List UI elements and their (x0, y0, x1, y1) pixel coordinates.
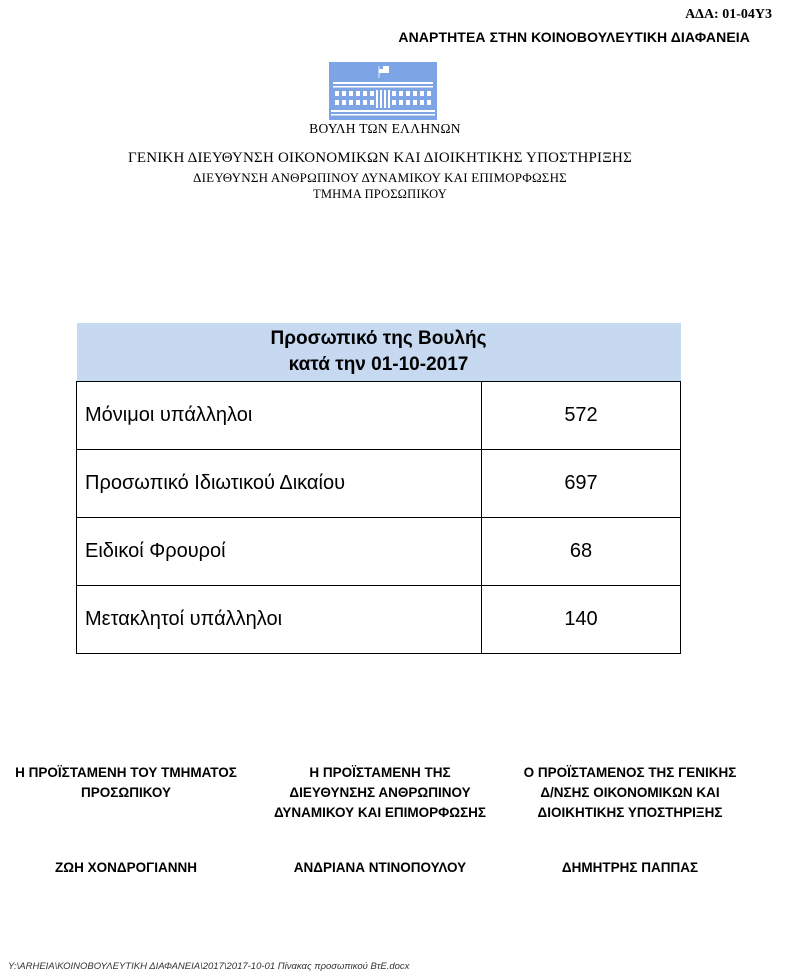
row-label: Μόνιμοι υπάλληλοι (77, 382, 482, 450)
table-header-row (77, 323, 681, 382)
table-row (77, 450, 681, 518)
row-value: 68 (482, 518, 681, 586)
signature-title-department (0, 763, 252, 803)
row-label: Προσωπικό Ιδιωτικού Δικαίου (77, 450, 482, 518)
table-row (77, 382, 681, 450)
table-title-line1: Προσωπικό της Βουλής (270, 328, 487, 349)
table-row (77, 586, 681, 654)
department: ΤΜΗΜΑ ΠΡΟΣΩΠΙΚΟΥ (313, 187, 447, 201)
signature-title-line: ΠΡΟΣΩΠΙΚΟΥ (81, 785, 171, 800)
row-value: 140 (482, 586, 681, 654)
directorate: ΔΙΕΥΘΥΝΣΗ ΑΝΘΡΩΠΙΝΟΥ ΔΥΝΑΜΙΚΟΥ ΚΑΙ ΕΠΙΜΟΡΦΩΣΗΣ (193, 170, 567, 185)
row-value: 572 (482, 382, 681, 450)
directorate-general: ΓΕΝΙΚΗ ΔΙΕΥΘΥΝΣΗ ΟΙΚΟΝΟΜΙΚΩΝ ΚΑΙ ΔΙΟΙΚΗΤΙΚΗΣ ΥΠΟΣΤΗΡΙΞΗΣ (127, 150, 633, 166)
ada-code: ΑΔΑ: 01-04Υ3 (685, 7, 772, 22)
signature-title-line: ΔΥΝΑΜΙΚΟΥ ΚΑΙ ΕΠΙΜΟΡΦΩΣΗΣ (273, 805, 487, 820)
signatory-name-department: ΖΩΗ ΧΟΝΔΡΟΓΙΑΝΝΗ (55, 860, 197, 875)
row-value: 697 (482, 450, 681, 518)
signature-title-line: Η ΠΡΟΪΣΤΑΜΕΝΗ ΤΗΣ (309, 765, 451, 780)
table-title (77, 323, 681, 382)
signature-title-line: Δ/ΝΣΗΣ ΟΙΚΟΝΟΜΙΚΩΝ ΚΑΙ (540, 785, 720, 800)
transparency-notice: ΑΝΑΡΤΗΤΕΑ ΣΤΗΝ ΚΟΙΝΟΒΟΥΛΕΥΤΙΚΗ ΔΙΑΦΑΝΕΙΑ (398, 29, 750, 45)
table-row (77, 518, 681, 586)
row-label: Ειδικοί Φρουροί (77, 518, 482, 586)
signature-title-line: ΔΙΕΥΘΥΝΣΗΣ ΑΝΘΡΩΠΙΝΟΥ (289, 785, 471, 800)
table-title-line2: κατά την 01-10-2017 (288, 354, 469, 375)
file-path: Y:\ARHEIA\ΚΟΙΝΟΒΟΥΛΕΥΤΙΚΗ ΔΙΑΦΑΝΕΙΑ\2017\2017-10-01 Πίνακας προσωπικού ΒτΕ.docx (8, 961, 410, 972)
signature-title-line: ΔΙΟΙΚΗΤΙΚΗΣ ΥΠΟΣΤΗΡΙΞΗΣ (537, 805, 723, 820)
parliament-building-icon (329, 62, 437, 120)
signature-title-line: Η ΠΡΟΪΣΤΑΜΕΝΗ ΤΟΥ ΤΜΗΜΑΤΟΣ (15, 765, 237, 780)
signature-title-directorate (262, 763, 498, 823)
signature-title-general-directorate (512, 763, 748, 823)
row-label: Μετακλητοί υπάλληλοι (77, 586, 482, 654)
staff-table (76, 323, 681, 654)
signatory-name-general-directorate: ΔΗΜΗΤΡΗΣ ΠΑΠΠΑΣ (561, 860, 699, 875)
signature-title-line: Ο ΠΡΟΪΣΤΑΜΕΝΟΣ ΤΗΣ ΓΕΝΙΚΗΣ (523, 765, 737, 780)
signatory-name-directorate: ΑΝΔΡΙΑΝΑ ΝΤΙΝΟΠΟΥΛΟΥ (293, 860, 467, 875)
parliament-name: ΒΟΥΛΗ ΤΩΝ ΕΛΛΗΝΩΝ (309, 121, 461, 136)
